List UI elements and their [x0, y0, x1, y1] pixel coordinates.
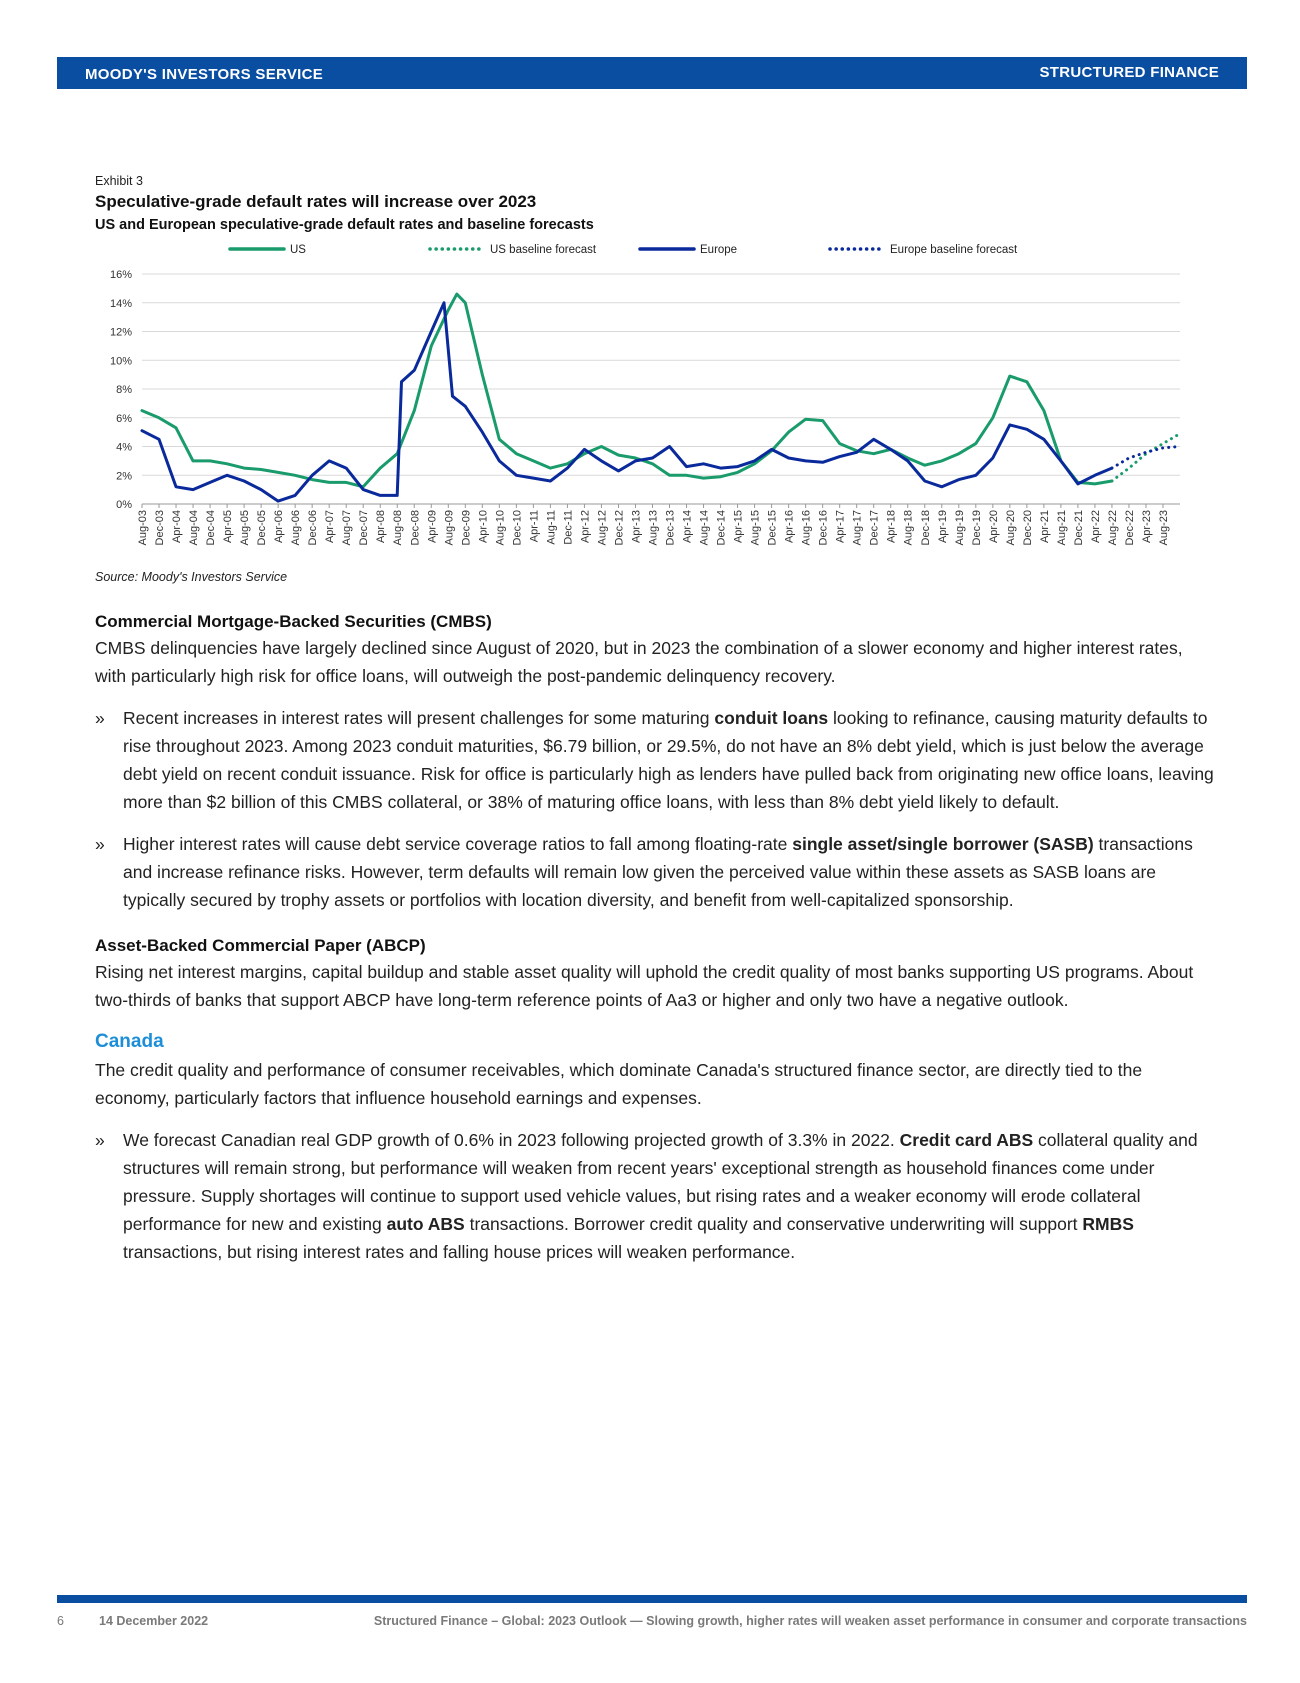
x-tick-label: Dec-12	[613, 510, 626, 546]
bullet-text: transactions. Borrower credit quality and conservative underwriting will support	[464, 1214, 1083, 1234]
x-tick-label: Apr-05	[222, 510, 235, 544]
legend-label: Europe baseline forecast	[890, 244, 1018, 256]
bullet-bold-term: single asset/single borrower (SASB)	[792, 834, 1094, 854]
y-tick-label: 10%	[109, 355, 132, 368]
bullet-text: transactions, but rising interest rates and falling house prices will weaken performance.	[123, 1242, 796, 1262]
series-line-us	[142, 294, 1112, 487]
x-tick-label: Dec-13	[664, 510, 677, 546]
report-title: Structured Finance – Global: 2023 Outlook — Slowing growth, higher rates will weaken asset performance in consumer and corporate transactions	[373, 1614, 1247, 1628]
x-tick-label: Apr-07	[324, 510, 337, 544]
x-tick-label: Aug-20	[1004, 510, 1017, 546]
x-tick-label: Apr-16	[783, 510, 796, 544]
bullet-bold-term: auto ABS	[386, 1214, 465, 1234]
body-content	[95, 610, 1215, 1280]
x-tick-label: Dec-09	[460, 510, 473, 546]
x-tick-label: Apr-23	[1140, 510, 1153, 544]
x-tick-label: Aug-23	[1157, 510, 1170, 546]
bullet-text: looking to refinance, causing maturity defaults to rise throughout 2023. Among 2023 conduit maturities, $6.79 billion, or 29.5%, do not have an 8% debt yield, which is just below the average debt yield on recent conduit issuance. Risk for office is particularly high as lenders have pulled back from originating new office loans, leaving more than $2 billion of this CMBS collateral, or 38% of maturing office loans, with less than 8% debt yield likely to default.	[123, 708, 1214, 812]
exhibit-title: Speculative-grade default rates will increase over 2023	[95, 192, 537, 211]
x-tick-label: Aug-17	[851, 510, 864, 546]
y-tick-label: 8%	[116, 384, 132, 396]
cmbs-intro: CMBS delinquencies have largely declined since August of 2020, but in 2023 the combination of a slower economy and higher interest rates, with particularly high risk for office loans, will outweigh the post-pandemic delinquency recovery.	[95, 638, 1183, 686]
x-tick-label: Dec-10	[511, 510, 524, 546]
canada-intro: The credit quality and performance of consumer receivables, which dominate Canada's structured finance sector, are directly tied to the economy, particularly factors that influence household earnings and expenses.	[95, 1060, 1143, 1108]
cmbs-bullet-1	[95, 704, 1215, 816]
x-tick-label: Aug-18	[902, 510, 915, 546]
x-tick-label: Apr-14	[681, 510, 694, 544]
y-tick-label: 12%	[109, 326, 132, 339]
page-number: 6	[57, 1614, 64, 1628]
bullet-bold-term: conduit loans	[714, 708, 829, 728]
canada-bullet-1	[95, 1126, 1215, 1266]
x-tick-label: Aug-07	[341, 510, 354, 546]
legend-label: US baseline forecast	[490, 244, 597, 256]
x-tick-label: Dec-15	[766, 510, 779, 546]
x-tick-label: Apr-11	[528, 510, 541, 543]
x-tick-label: Dec-16	[817, 510, 830, 546]
chart-source: Source: Moody's Investors Service	[95, 570, 288, 584]
x-tick-label: Aug-21	[1055, 510, 1068, 546]
x-tick-label: Dec-08	[409, 510, 422, 546]
x-tick-label: Apr-18	[885, 510, 898, 544]
x-tick-label: Apr-15	[732, 510, 745, 544]
x-tick-label: Dec-03	[154, 510, 167, 546]
y-tick-label: 4%	[116, 441, 132, 454]
legend-label: Europe	[700, 244, 738, 256]
x-tick-label: Dec-22	[1123, 510, 1136, 546]
x-tick-label: Dec-05	[256, 510, 269, 546]
x-tick-label: Aug-03	[137, 510, 149, 546]
section-name: STRUCTURED FINANCE	[1039, 64, 1219, 81]
x-tick-label: Aug-12	[596, 510, 609, 546]
bullet-text: collateral quality and structures will remain strong, but performance will weaken from recent years' exceptional strength as household finances come under pressure. Supply shortages will continue to support used vehicle values, but rising rates and a weaker economy will erode collateral performance for new and existing	[123, 1130, 1198, 1234]
x-tick-label: Apr-04	[171, 510, 184, 544]
x-tick-label: Dec-17	[868, 510, 881, 546]
abcp-heading: Asset-Backed Commercial Paper (ABCP)	[95, 936, 426, 955]
bullet-bold-term: Credit card ABS	[899, 1130, 1034, 1150]
bullet-text: Recent increases in interest rates will present challenges for some maturing	[123, 708, 715, 728]
x-tick-label: Aug-19	[953, 510, 966, 546]
x-tick-label: Dec-06	[307, 510, 320, 546]
x-tick-label: Apr-09	[426, 510, 439, 544]
canada-heading: Canada	[95, 1031, 164, 1052]
bullet-text: transactions and increase refinance risks. However, term defaults will remain low given the perceived value within these assets as SASB loans are typically secured by trophy assets or portfolios with location diversity, and benefit from well-capitalized sponsorship.	[123, 834, 1193, 910]
series-line-us-baseline-forecast	[1112, 434, 1180, 481]
bullet-mark: »	[95, 834, 105, 854]
x-tick-label: Aug-16	[800, 510, 813, 546]
x-tick-label: Aug-04	[188, 510, 201, 546]
cmbs-heading: Commercial Mortgage-Backed Securities (CMBS)	[95, 612, 492, 631]
x-tick-label: Aug-08	[392, 510, 405, 546]
x-tick-label: Dec-19	[970, 510, 983, 546]
series-line-europe-baseline-forecast	[1112, 447, 1180, 469]
exhibit-label: Exhibit 3	[95, 174, 143, 188]
x-tick-label: Apr-10	[477, 510, 490, 544]
x-tick-label: Aug-05	[239, 510, 252, 546]
y-tick-label: 14%	[109, 297, 132, 310]
publisher-name: MOODY'S INVESTORS SERVICE	[85, 66, 324, 83]
default-rate-chart	[90, 244, 1170, 566]
x-tick-label: Apr-08	[375, 510, 388, 544]
abcp-intro: Rising net interest margins, capital buildup and stable asset quality will uphold the credit quality of most banks supporting US programs. About two-thirds of banks that support ABCP have long-term reference points of Aa3 or higher and only two have a negative outlook.	[95, 962, 1194, 1010]
x-tick-label: Dec-20	[1021, 510, 1034, 546]
bullet-text: Higher interest rates will cause debt service coverage ratios to fall among floating-rate	[123, 834, 793, 854]
x-tick-label: Aug-13	[647, 510, 660, 546]
y-tick-label: 6%	[116, 412, 132, 425]
cmbs-bullet-2	[95, 830, 1215, 914]
x-tick-label: Dec-14	[715, 510, 728, 546]
x-tick-label: Apr-17	[834, 510, 847, 544]
x-tick-label: Dec-07	[358, 510, 371, 546]
x-tick-label: Dec-21	[1072, 510, 1085, 546]
y-tick-label: 2%	[116, 470, 132, 483]
x-tick-label: Apr-20	[987, 510, 1000, 544]
x-tick-label: Aug-06	[290, 510, 303, 546]
x-tick-label: Aug-22	[1106, 510, 1119, 546]
x-tick-label: Apr-12	[579, 510, 592, 544]
x-tick-label: Dec-18	[919, 510, 932, 546]
y-tick-label: 0%	[116, 499, 132, 511]
x-tick-label: Aug-10	[494, 510, 507, 546]
bullet-mark: »	[95, 708, 105, 728]
x-tick-label: Apr-19	[936, 510, 949, 544]
bullet-bold-term: RMBS	[1082, 1214, 1134, 1234]
x-tick-label: Aug-14	[698, 510, 711, 546]
series-line-europe	[142, 303, 1112, 501]
x-tick-label: Apr-21	[1038, 510, 1051, 544]
bullet-text: We forecast Canadian real GDP growth of 0.6% in 2023 following projected growth of 3.3% in 2022.	[123, 1130, 900, 1150]
y-tick-label: 16%	[109, 269, 132, 281]
footer-bar	[57, 1595, 1247, 1603]
x-tick-label: Dec-04	[205, 510, 218, 546]
exhibit-subtitle: US and European speculative-grade default rates and baseline forecasts	[95, 217, 594, 233]
x-tick-label: Aug-09	[443, 510, 456, 546]
publication-date: 14 December 2022	[99, 1614, 209, 1628]
x-tick-label: Dec-11	[562, 510, 575, 545]
x-tick-label: Apr-22	[1089, 509, 1102, 544]
bullet-mark: »	[95, 1130, 105, 1150]
x-tick-label: Apr-13	[630, 510, 643, 544]
legend-label: US	[290, 244, 306, 256]
header-bar	[57, 57, 1247, 89]
x-tick-label: Aug-11	[545, 510, 558, 545]
x-tick-label: Aug-15	[749, 510, 762, 546]
x-tick-label: Apr-06	[273, 510, 286, 544]
